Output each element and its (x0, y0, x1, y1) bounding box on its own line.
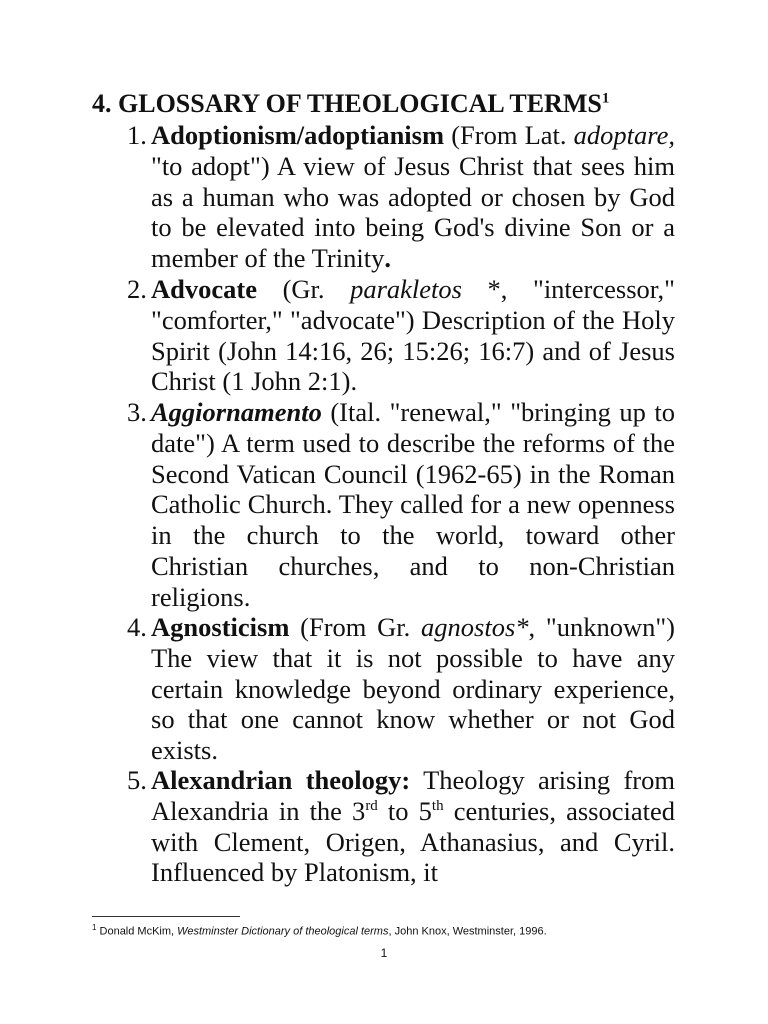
entry-number: 5. (127, 765, 147, 795)
entry-definition: (Ital. "renewal," "bringing up to date") A term used to describe the reforms of the Second Vatican Council (1962-65) in the Roman Catholic Church. They called for a new openness in the church to the world, toward other Christian churches, and to non-Christian religions. (151, 397, 675, 612)
entry-term: Agnosticism (151, 612, 290, 642)
section-number: 4. (92, 89, 112, 118)
entry-number: 1. (127, 120, 147, 150)
entry-definition: "to adopt") A view of Jesus Christ that sees him as a human who was adopted or chosen by God to be elevated into being God's divine Son or a member of the Trinity (151, 150, 675, 274)
section-heading (92, 88, 609, 120)
entry-term: Alexandrian theology: (151, 765, 411, 795)
entry-definition: Theology arising from Alexandria in the 3 (151, 765, 675, 826)
footnote-divider (92, 916, 240, 917)
entry-term: Adoptionism/adoptianism (151, 120, 445, 150)
footnote: $^1$ Donald McKim, Westminster Dictionary of theological terms, John Knox, Westminster, 1996. (92, 923, 547, 938)
entry-term: Advocate (151, 274, 257, 304)
entry-text: Agnosticism (From Gr. agnostos*, "unknown") The view that it is not possible to have any certain knowledge beyond ordinary experience, so that one cannot know whether or not God exists. (151, 612, 675, 766)
footnote-source-title: Westminster Dictionary of theological terms (177, 925, 389, 938)
entry-text: Adoptionism/adoptianism (From Lat. adoptare, "to adopt") A view of Jesus Christ that sees him as a human who was adopted or chosen by God to be elevated into being God's divine Son or a member of the Trinity. (151, 120, 676, 274)
entry-text (151, 397, 675, 613)
entry-definition: , "unknown") The view that it is not possible to have any certain knowledge beyond ordinary experience, so that one cannot know whether or not God exists. (151, 612, 675, 766)
entry-text: Advocate (Gr. parakletos *, "intercessor," "comforter," "advocate") Description of the Holy Spirit (John 14:16, 26; 15:26; 16:7) and of Jesus Christ (1 John 2:1). (151, 274, 675, 397)
entry-term: Aggiornamento (151, 397, 322, 427)
entry-etymology: parakletos (350, 274, 462, 304)
footnote-mark: 1 (92, 923, 97, 932)
section-title: GLOSSARY OF THEOLOGICAL TERMS (118, 89, 602, 118)
entry-definition: *, "intercessor," "comforter," "advocate") Description of the Holy Spirit (John 14:16, 26; 15:26; 16:7) and of Jesus Christ (1 John 2:1). (151, 274, 675, 397)
footnote-reference: 1 (601, 90, 610, 107)
entry-number: 3. (127, 397, 147, 427)
entry-etymology: agnostos* (421, 612, 529, 642)
entry-text: Alexandrian theology: Theology arising from Alexandria in the 3rd to 5th centuries, associated with Clement, Origen, Athanasius, and Cyril. Influenced by Platonism, it (151, 765, 675, 888)
entry-etymology: adoptare, (573, 120, 676, 150)
page-number: 1 (380, 946, 388, 960)
entry-number: 4. (127, 612, 147, 642)
entry-number: 2. (127, 274, 147, 304)
